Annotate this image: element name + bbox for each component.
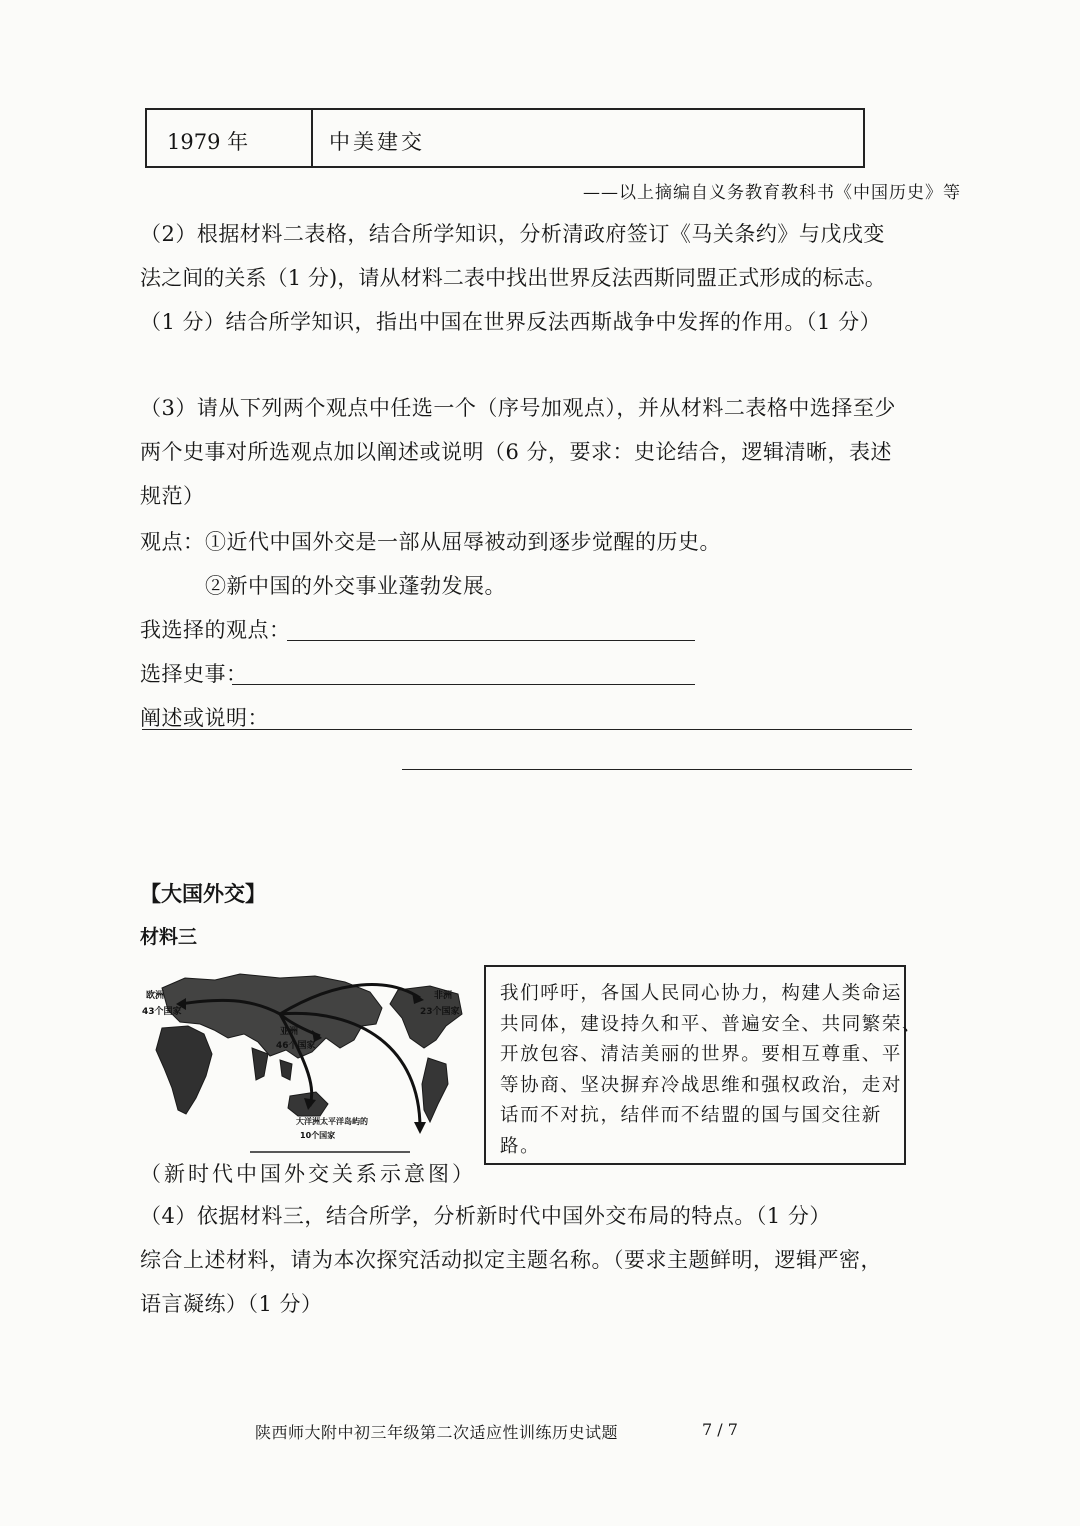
viewpoint-label: 观点： — [140, 530, 205, 554]
q2-line1: （2）根据材料二表格，结合所学知识，分析清政府签订《马关条约》与戊戌变 — [140, 222, 885, 246]
map-caption: （新时代中国外交关系示意图） — [140, 1162, 476, 1186]
label-oceania-count: 10个国家 — [300, 1131, 336, 1140]
quote-line-6: 路。 — [500, 1135, 541, 1157]
viewpoint-1: ①近代中国外交是一部从屈辱被动到逐步觉醒的历史。 — [205, 530, 721, 554]
viewpoint-2: ②新中国的外交事业蓬勃发展。 — [205, 574, 506, 598]
quote-line-4: 等协商、坚决摒弃冷战思维和强权政治，走对 — [500, 1074, 903, 1096]
q3-line3: 规范） — [140, 484, 205, 508]
event-table-row — [145, 108, 865, 168]
quote-line-3: 开放包容、清洁美丽的世界。要相互尊重、平 — [500, 1044, 903, 1065]
label-europe-count: 43个国家 — [142, 1007, 182, 1017]
q4-line2: 综合上述材料，请为本次探究活动拟定主题名称。（要求主题鲜明，逻辑严密， — [140, 1248, 882, 1272]
explanation-blank-1[interactable] — [142, 729, 912, 730]
q4-line3: 语言凝练）（1 分） — [140, 1292, 323, 1316]
label-europe: 欧洲 — [146, 991, 165, 1001]
q3-line1: （3）请从下列两个观点中任选一个（序号加观点），并从材料二表格中选择至少 — [140, 396, 896, 420]
quote-line-5: 话而不对抗，结伴而不结盟的国与国交往新 — [500, 1105, 882, 1126]
quote-line-1: 我们呼吁，各国人民同心协力，构建人类命运 — [500, 983, 903, 1004]
chosen-viewpoint-blank[interactable] — [287, 640, 695, 641]
material-label: 材料三 — [140, 926, 198, 948]
source-citation: ——以上摘编自义务教育教科书《中国历史》等 — [583, 183, 961, 203]
quote-line-2: 共同体，建设持久和平、普遍安全、共同繁荣、 — [500, 1013, 923, 1035]
chosen-events-label: 选择史事： — [140, 662, 248, 686]
q2-line2: 法之间的关系（1 分)，请从材料二表中找出世界反法西斯同盟正式形成的标志。 — [140, 266, 886, 290]
quote-box — [484, 965, 923, 1165]
q2-line3: （1 分）结合所学知识，指出中国在世界反法西斯战争中发挥的作用。（1 分） — [140, 310, 882, 334]
explanation-label: 阐述或说明： — [140, 706, 269, 730]
chosen-viewpoint-label: 我选择的观点： — [140, 618, 291, 642]
world-map-graphic — [140, 968, 470, 1158]
diplomacy-map — [140, 968, 470, 1158]
label-oceania: 大洋洲太平洋岛屿的 — [296, 1117, 368, 1126]
page-number: 7 / 7 — [702, 1420, 738, 1439]
label-africa: 非洲 — [434, 991, 453, 1001]
chosen-events-blank[interactable] — [232, 684, 695, 685]
table-year: 1979 年 — [167, 130, 249, 154]
q4-line1: （4）依据材料三，结合所学，分析新时代中国外交布局的特点。（1 分） — [140, 1204, 831, 1228]
section-title: 【大国外交】 — [140, 882, 266, 906]
table-event: 中美建交 — [329, 130, 425, 154]
label-africa-count: 23个国家 — [420, 1007, 460, 1017]
label-asia: 亚洲 — [280, 1027, 299, 1037]
footer-title: 陕西师大附中初三年级第二次适应性训练历史试题 — [255, 1423, 619, 1442]
label-asia-count: 46个国家 — [276, 1041, 316, 1051]
q3-line2: 两个史事对所选观点加以阐述或说明（6 分，要求：史论结合，逻辑清晰，表述 — [140, 440, 893, 464]
explanation-blank-2[interactable] — [402, 769, 912, 770]
